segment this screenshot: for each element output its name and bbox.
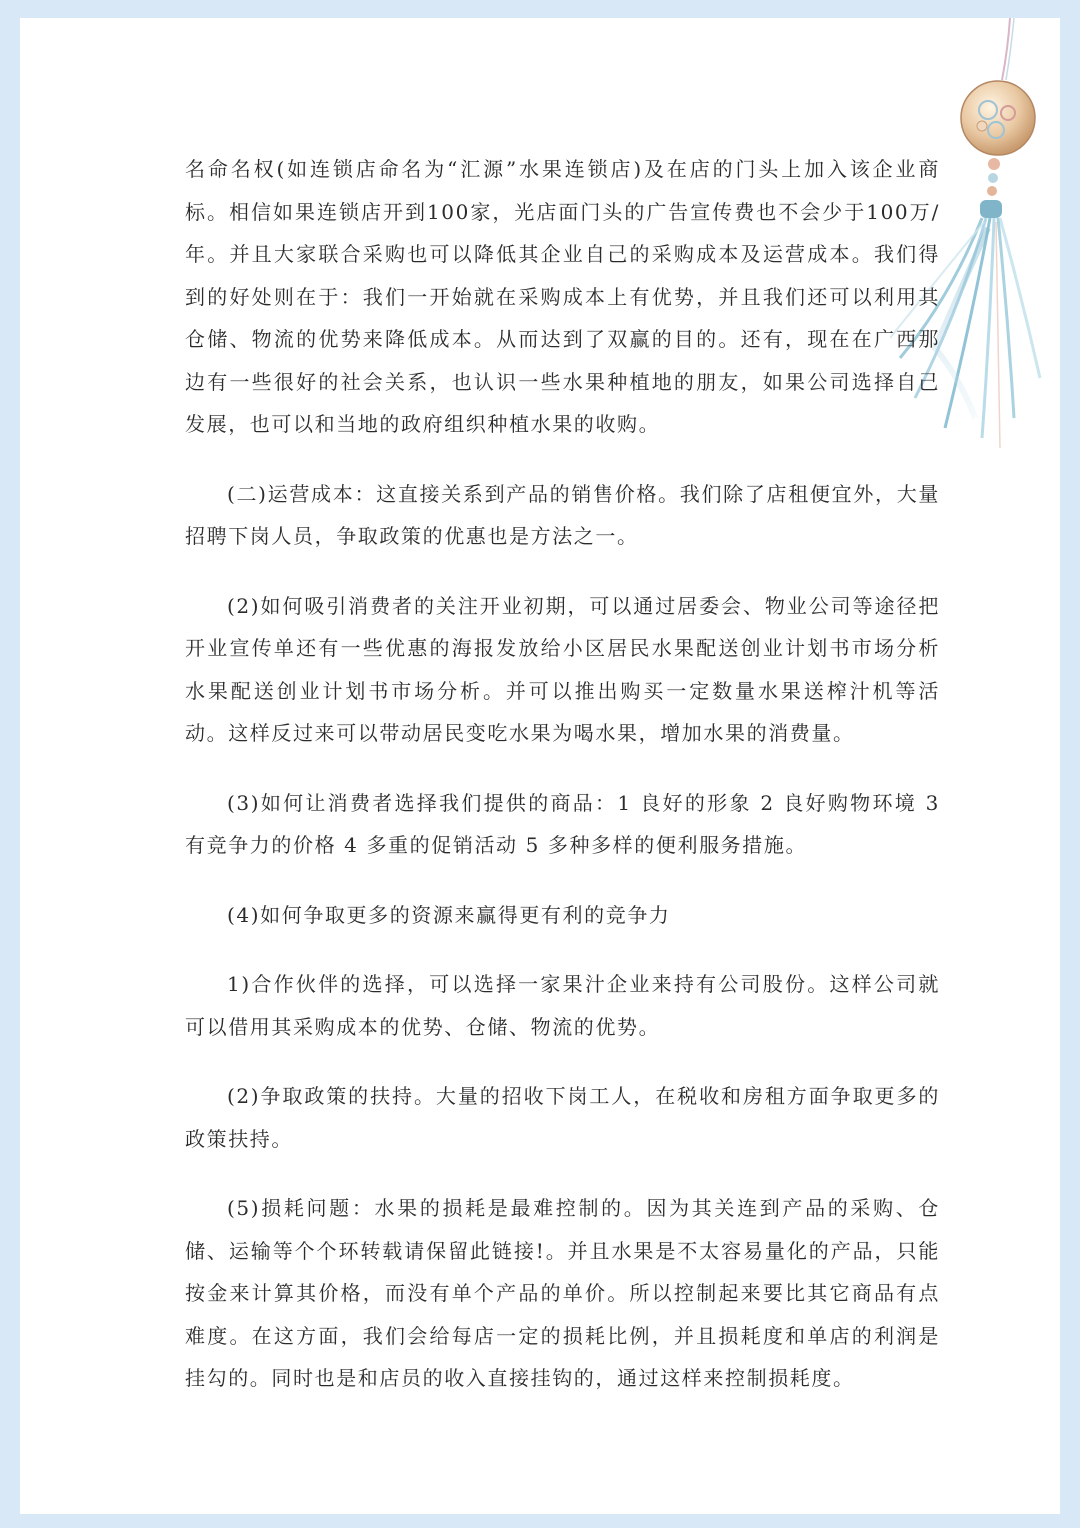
document-body	[185, 148, 940, 1427]
paragraph-7: (2)争取政策的扶持。大量的招收下岗工人，在税收和房租方面争取更多的政策扶持。	[185, 1084, 940, 1151]
document-page	[20, 18, 1060, 1514]
paragraph-6: 1)合作伙伴的选择，可以选择一家果汁企业来持有公司股份。这样公司就可以借用其采购成本的优势、仓储、物流的优势。	[185, 972, 940, 1039]
paragraph-8: (5)损耗问题：水果的损耗是最难控制的。因为其关连到产品的采购、仓储、运输等个个环转载请保留此链接!。并且水果是不太容易量化的产品，只能按金来计算其价格，而没有单个产品的单价。所以控制起来要比其它商品有点难度。在这方面，我们会给每店一定的损耗比例，并且损耗度和单店的利润是挂勾的。同时也是和店员的收入直接挂钩的，通过这样来控制损耗度。	[185, 1196, 940, 1390]
paragraph-1: 名命名权(如连锁店命名为“汇源”水果连锁店)及在店的门头上加入该企业商标。相信如果连锁店开到100家，光店面门头的广告宣传费也不会少于100万/年。并且大家联合采购也可以降低其企业自己的采购成本及运营成本。我们得到的好处则在于：我们一开始就在采购成本上有优势，并且我们还可以利用其仓储、物流的优势来降低成本。从而达到了双赢的目的。还有，现在在广西那边有一些很好的社会关系，也认识一些水果种植地的朋友，如果公司选择自己发展，也可以和当地的政府组织种植水果的收购。	[185, 157, 940, 436]
paragraph-2: (二)运营成本：这直接关系到产品的销售价格。我们除了店租便宜外，大量招聘下岗人员，争取政策的优惠也是方法之一。	[185, 481, 940, 548]
paragraph-3: (2)如何吸引消费者的关注开业初期，可以通过居委会、物业公司等途径把开业宣传单还有一些优惠的海报发放给小区居民水果配送创业计划书市场分析水果配送创业计划书市场分析。并可以推出购买一定数量水果送榨汁机等活动。这样反过来可以带动居民变吃水果为喝水果，增加水果的消费量。	[185, 593, 940, 745]
paragraph-4: (3)如何让消费者选择我们提供的商品：1 良好的形象 2 良好购物环境 3 有竞争力的价格 4 多重的促销活动 5 多种多样的便利服务措施。	[185, 790, 940, 857]
paragraph-5: (4)如何争取更多的资源来赢得更有利的竞争力	[227, 902, 671, 927]
